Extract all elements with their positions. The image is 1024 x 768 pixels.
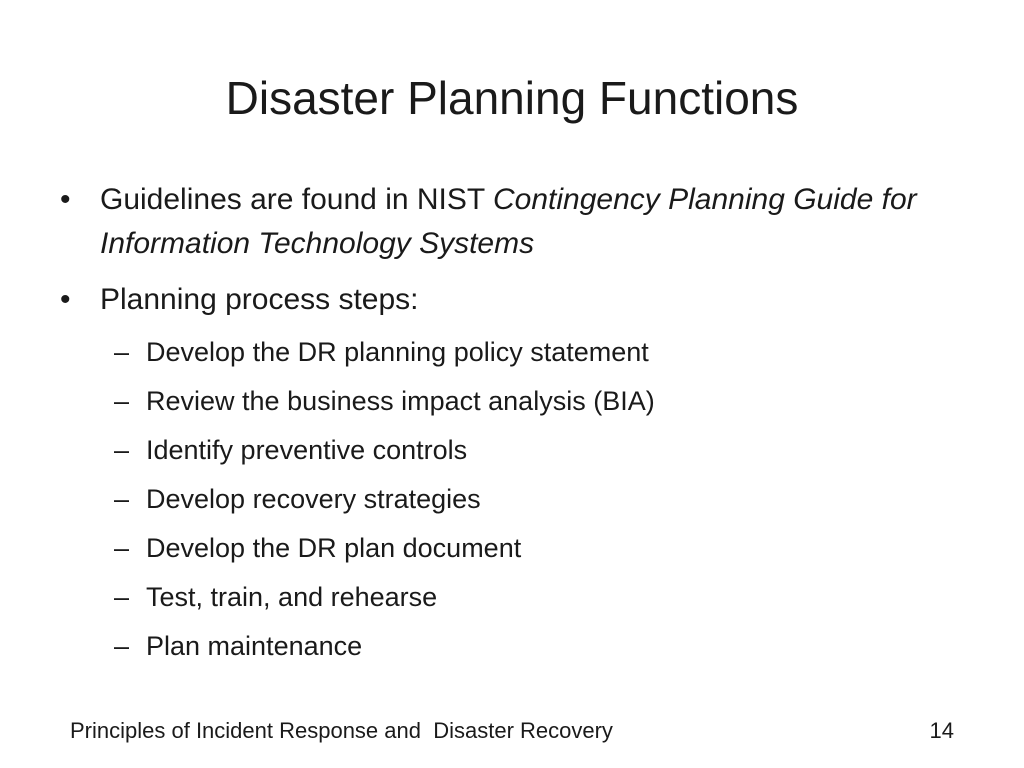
sub-list [100, 333, 960, 665]
sub-item [100, 529, 960, 567]
bullet-item [60, 278, 960, 665]
sub-item [100, 578, 960, 616]
sub-marker: – [114, 484, 130, 514]
sub-marker: – [114, 337, 130, 367]
sub-marker: – [114, 386, 130, 416]
bullet-list [60, 178, 960, 677]
slide-title: Disaster Planning Functions [225, 72, 799, 124]
bullet-item [60, 178, 960, 266]
sub-marker: – [114, 582, 130, 612]
bullet-emphasis: Contingency Planning Guide for Information Technology Systems [100, 183, 917, 260]
sub-item-text: Develop the DR plan document [146, 533, 522, 563]
sub-item-text: Test, train, and rehearse [146, 582, 438, 612]
bullet-marker: • [60, 183, 71, 216]
sub-item [100, 627, 960, 665]
footer-page-number: 14 [929, 718, 954, 743]
bullet-marker: • [60, 283, 71, 316]
sub-item [100, 480, 960, 518]
sub-item [100, 431, 960, 469]
sub-marker: – [114, 631, 130, 661]
footer-course-title: Principles of Incident Response and Disaster Recovery [70, 718, 613, 743]
sub-marker: – [114, 533, 130, 563]
sub-marker: – [114, 435, 130, 465]
sub-item [100, 333, 960, 371]
sub-item-text: Review the business impact analysis (BIA) [146, 386, 655, 416]
sub-item-text: Develop the DR planning policy statement [146, 337, 649, 367]
sub-item [100, 382, 960, 420]
bullet-text: Guidelines are found in NIST [100, 183, 494, 216]
sub-item-text: Identify preventive controls [146, 435, 468, 465]
bullet-text: Planning process steps: [100, 283, 419, 316]
sub-item-text: Develop recovery strategies [146, 484, 481, 514]
sub-item-text: Plan maintenance [146, 631, 363, 661]
